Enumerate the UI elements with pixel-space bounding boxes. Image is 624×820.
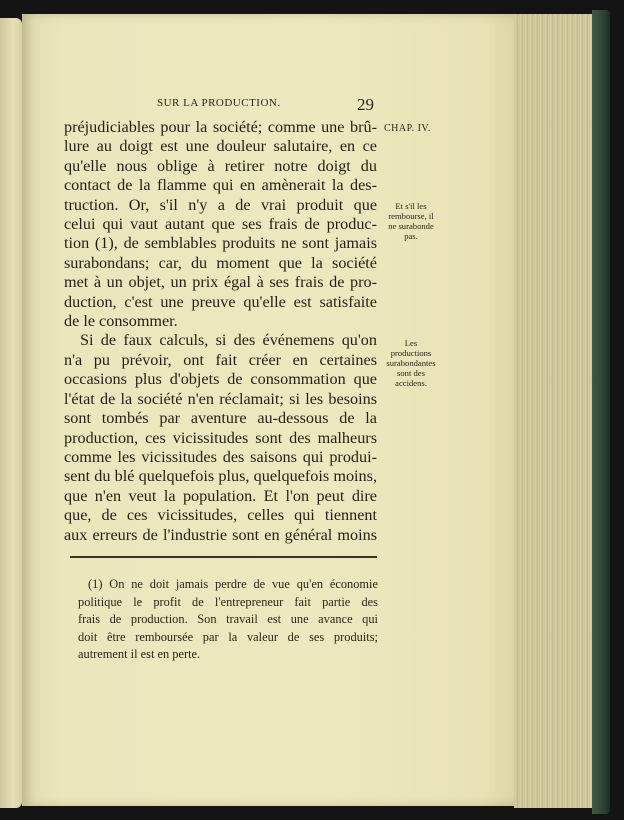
- text-line: aux erreurs de l'industrie sont en général moins: [64, 525, 377, 544]
- text-line: contact de la flamme qui en amènerait la des-: [64, 176, 377, 195]
- footnote-line: doit être remboursée par la valeur de ses produits;: [78, 629, 378, 644]
- margin-note-line: rembourse, il: [388, 211, 434, 221]
- chapter-label: CHAP. IV.: [384, 123, 431, 134]
- text-line: lure au doigt est une douleur salutaire, en ce: [64, 137, 377, 156]
- margin-note-rembourse: [380, 201, 442, 241]
- text-line: de le consommer.: [64, 312, 178, 331]
- text-line: préjudiciables pour la société; comme une brû-: [64, 118, 377, 136]
- text-line: sent du blé quelquefois plus, quelquefois moins,: [64, 467, 377, 486]
- text-line: sont tombés par aventure au-dessous de la: [64, 409, 377, 428]
- text-line: l'état de la société n'en réclamait; si les besoins: [64, 389, 377, 408]
- text-line: tion (1), de semblables produits ne sont jamais: [64, 234, 377, 253]
- text-line: Si de faux calculs, si des événemens qu'on: [80, 331, 377, 350]
- footnote: [78, 576, 378, 664]
- text-line: n'a pu prévoir, ont fait créer en certaines: [64, 350, 377, 369]
- text-line: comme les vicissitudes des saisons qui produi-: [64, 447, 377, 466]
- text-line: occasions plus d'objets de consommation que: [64, 370, 377, 389]
- margin-note-line: sont des: [397, 368, 425, 378]
- text-line: celui qui vaut autant que ses frais de produc-: [64, 215, 377, 234]
- footnote-line: (1) On ne doit jamais perdre de vue qu'en économie: [88, 577, 378, 591]
- previous-page-edge: [0, 18, 22, 808]
- footnote-line: autrement il est en perte.: [78, 647, 201, 661]
- margin-note-line: Les: [404, 338, 418, 348]
- text-line: duction, c'est une preuve qu'elle est satisfaite: [64, 292, 377, 311]
- footnote-rule: [70, 556, 377, 558]
- book-cover-edge: [592, 10, 610, 814]
- footnote-line: frais de production. Son travail est une avance qui: [78, 612, 378, 626]
- margin-note-line: ne surabonde: [388, 221, 434, 231]
- margin-note-line: accidens.: [395, 378, 427, 388]
- text-line: met à un objet, un prix égal à ses frais de pro-: [64, 273, 377, 292]
- margin-note-line: surabondantes: [386, 358, 436, 368]
- margin-note-line: Et s'il les: [395, 201, 427, 211]
- page-fore-edge: [514, 14, 600, 808]
- text-line: truction. Or, s'il n'y a de vrai produit que: [64, 195, 377, 214]
- text-line: que, de ces vicissitudes, celles qui tiennent: [64, 506, 377, 525]
- text-line: production, ces vicissitudes sont des malheurs: [64, 428, 377, 447]
- text-line: surabondans; car, du moment que la société: [64, 253, 377, 272]
- margin-note-line: pas.: [404, 231, 418, 241]
- margin-note-line: productions: [390, 348, 432, 358]
- text-line: que n'en veut la population. Et l'on peut dire: [64, 486, 377, 505]
- running-header: SUR LA PRODUCTION.: [157, 97, 281, 109]
- text-line: qu'elle nous oblige à retirer notre doigt du: [64, 156, 377, 175]
- body-text: [64, 118, 377, 545]
- footnote-line: politique le profit de l'entrepreneur fait partie des: [78, 594, 378, 609]
- page-number: 29: [357, 95, 374, 114]
- margin-note-surabondantes: [380, 338, 442, 388]
